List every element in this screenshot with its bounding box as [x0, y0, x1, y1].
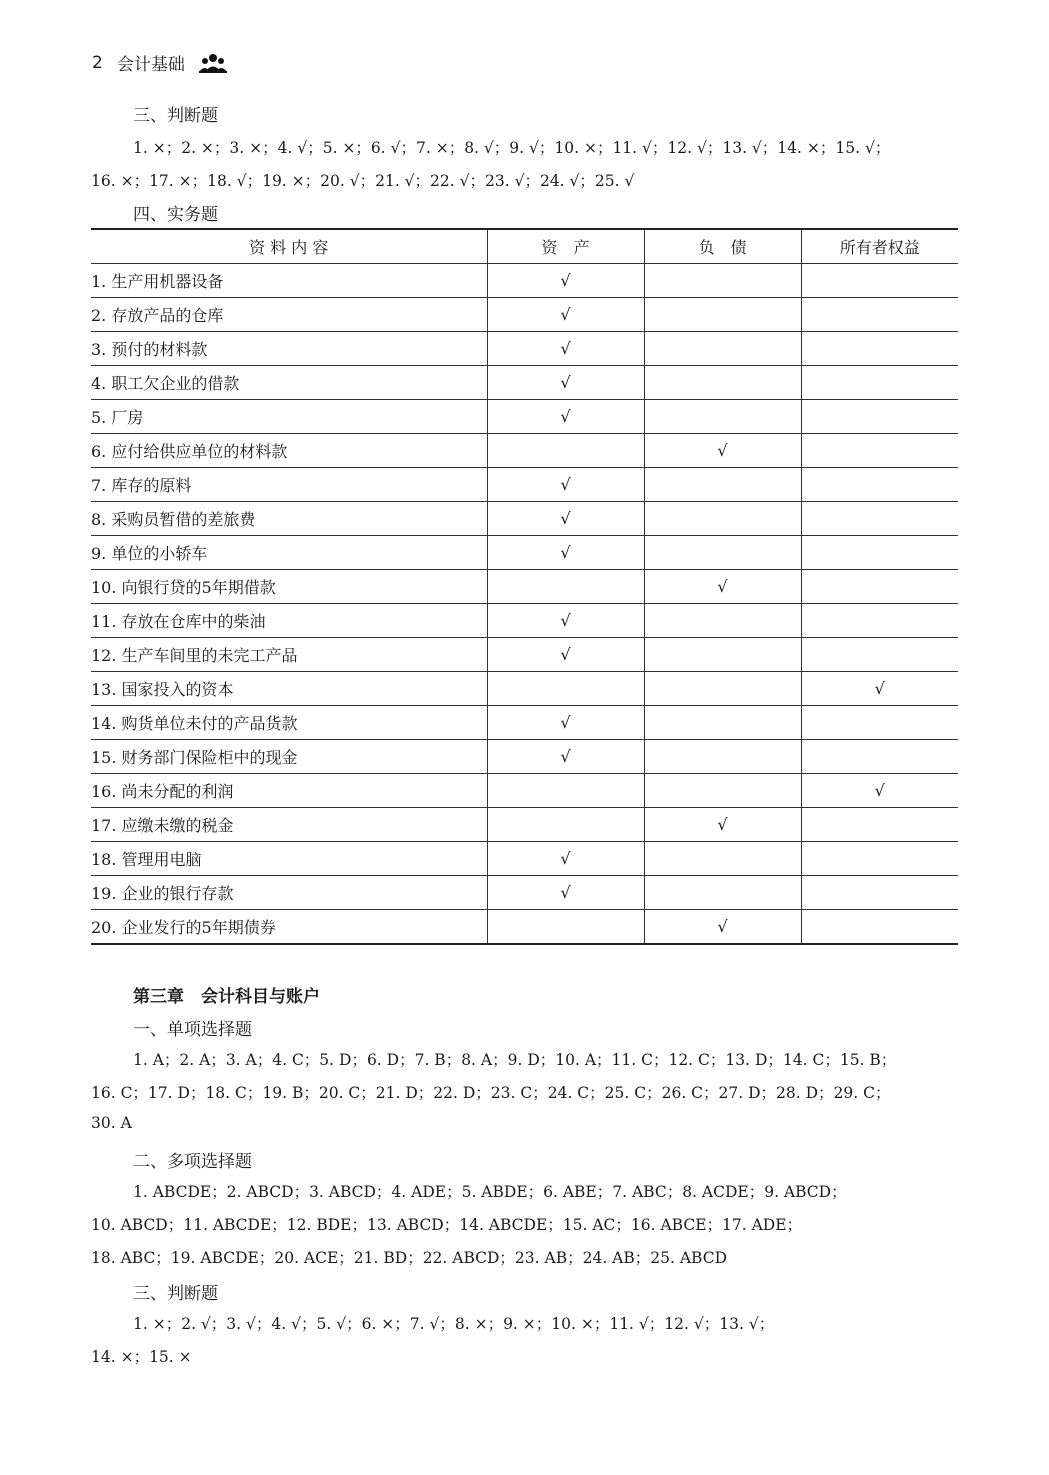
table-row [91, 774, 958, 808]
table-row [91, 332, 958, 366]
people-group-icon [199, 53, 227, 73]
row-liability-mark: √ [644, 808, 801, 842]
header-asset: 资 产 [487, 229, 644, 264]
table-row [91, 910, 958, 945]
answer-line: 14. ×；15. × [91, 1348, 192, 1366]
row-asset-mark: √ [487, 264, 644, 298]
row-liability-mark [644, 400, 801, 434]
row-equity-mark [801, 298, 958, 332]
section-title-judge-ch3: 三、判断题 [133, 1284, 218, 1304]
answer-line: 16. ×；17. ×；18. √；19. ×；20. √；21. √；22. √；23. √；24. √；25. √ [91, 172, 635, 190]
row-liability-mark [644, 638, 801, 672]
row-liability-mark: √ [644, 910, 801, 945]
row-equity-mark [801, 434, 958, 468]
row-equity-mark [801, 536, 958, 570]
row-item-label: 12. 生产车间里的未完工产品 [91, 638, 487, 672]
row-item-label: 15. 财务部门保险柜中的现金 [91, 740, 487, 774]
row-liability-mark [644, 672, 801, 706]
page-header [92, 50, 227, 75]
row-item-label: 14. 购货单位未付的产品货款 [91, 706, 487, 740]
answer-line: 1. ABCDE；2. ABCD；3. ABCD；4. ADE；5. ABDE；6. ABE；7. ABC；8. ACDE；9. ABCD； [133, 1183, 847, 1201]
page-number: 2 [92, 52, 103, 73]
row-liability-mark [644, 604, 801, 638]
row-equity-mark [801, 468, 958, 502]
row-liability-mark [644, 502, 801, 536]
row-liability-mark: √ [644, 570, 801, 604]
table-row [91, 536, 958, 570]
row-liability-mark [644, 774, 801, 808]
row-liability-mark [644, 264, 801, 298]
row-liability-mark: √ [644, 434, 801, 468]
row-equity-mark [801, 842, 958, 876]
row-equity-mark: √ [801, 774, 958, 808]
row-asset-mark: √ [487, 502, 644, 536]
row-item-label: 4. 职工欠企业的借款 [91, 366, 487, 400]
row-equity-mark [801, 502, 958, 536]
table-row [91, 638, 958, 672]
row-item-label: 17. 应缴未缴的税金 [91, 808, 487, 842]
row-item-label: 20. 企业发行的5年期债券 [91, 910, 487, 945]
section-title-single-choice: 一、单项选择题 [133, 1020, 252, 1040]
row-item-label: 13. 国家投入的资本 [91, 672, 487, 706]
row-item-label: 19. 企业的银行存款 [91, 876, 487, 910]
row-liability-mark [644, 366, 801, 400]
row-item-label: 11. 存放在仓库中的柴油 [91, 604, 487, 638]
row-liability-mark [644, 536, 801, 570]
table-row [91, 842, 958, 876]
table-row [91, 468, 958, 502]
row-asset-mark: √ [487, 706, 644, 740]
table-row [91, 366, 958, 400]
row-asset-mark [487, 910, 644, 945]
row-equity-mark [801, 604, 958, 638]
row-equity-mark [801, 740, 958, 774]
answer-line: 1. ×；2. √；3. √；4. √；5. √；6. ×；7. √；8. ×；9. ×；10. ×；11. √；12. √；13. √； [133, 1315, 775, 1333]
answer-line: 1. A；2. A；3. A；4. C；5. D；6. D；7. B；8. A；9. D；10. A；11. C；12. C；13. D；14. C；15. B； [133, 1051, 897, 1069]
table-row [91, 808, 958, 842]
header-liability: 负 债 [644, 229, 801, 264]
row-liability-mark [644, 332, 801, 366]
row-equity-mark [801, 706, 958, 740]
row-asset-mark: √ [487, 842, 644, 876]
section-title-practice: 四、实务题 [133, 205, 218, 225]
row-equity-mark: √ [801, 672, 958, 706]
row-item-label: 2. 存放产品的仓库 [91, 298, 487, 332]
row-asset-mark: √ [487, 400, 644, 434]
row-item-label: 9. 单位的小轿车 [91, 536, 487, 570]
answer-line: 1. ×；2. ×；3. ×；4. √；5. ×；6. √；7. ×；8. √；9. √；10. ×；11. √；12. √；13. √；14. ×；15. √； [133, 139, 891, 157]
row-equity-mark [801, 570, 958, 604]
table-row [91, 502, 958, 536]
answer-line: 16. C；17. D；18. C；19. B；20. C；21. D；22. D；23. C；24. C；25. C；26. C；27. D；28. D；29. C； [91, 1084, 891, 1102]
row-item-label: 16. 尚未分配的利润 [91, 774, 487, 808]
row-asset-mark: √ [487, 536, 644, 570]
table-row [91, 706, 958, 740]
section-title-multi-choice: 二、多项选择题 [133, 1152, 252, 1172]
answer-line: 10. ABCD；11. ABCDE；12. BDE；13. ABCD；14. ABCDE；15. AC；16. ABCE；17. ADE； [91, 1216, 803, 1234]
row-equity-mark [801, 638, 958, 672]
row-item-label: 3. 预付的材料款 [91, 332, 487, 366]
row-asset-mark: √ [487, 366, 644, 400]
table-row [91, 264, 958, 298]
book-title: 会计基础 [116, 55, 185, 75]
row-asset-mark: √ [487, 638, 644, 672]
table-row [91, 570, 958, 604]
row-liability-mark [644, 876, 801, 910]
row-asset-mark [487, 808, 644, 842]
row-equity-mark [801, 876, 958, 910]
row-item-label: 18. 管理用电脑 [91, 842, 487, 876]
table-row [91, 434, 958, 468]
row-equity-mark [801, 400, 958, 434]
row-asset-mark: √ [487, 332, 644, 366]
row-asset-mark [487, 570, 644, 604]
row-equity-mark [801, 332, 958, 366]
table-row [91, 740, 958, 774]
row-liability-mark [644, 298, 801, 332]
table-row [91, 876, 958, 910]
row-liability-mark [644, 468, 801, 502]
header-material: 资 料 内 容 [91, 229, 487, 264]
row-liability-mark [644, 842, 801, 876]
table-header-row [91, 229, 958, 264]
row-equity-mark [801, 264, 958, 298]
row-asset-mark: √ [487, 740, 644, 774]
row-item-label: 10. 向银行贷的5年期借款 [91, 570, 487, 604]
row-item-label: 8. 采购员暂借的差旅费 [91, 502, 487, 536]
row-liability-mark [644, 740, 801, 774]
row-item-label: 5. 厂房 [91, 400, 487, 434]
row-asset-mark: √ [487, 298, 644, 332]
row-item-label: 1. 生产用机器设备 [91, 264, 487, 298]
table-row [91, 604, 958, 638]
row-equity-mark [801, 910, 958, 945]
row-item-label: 6. 应付给供应单位的材料款 [91, 434, 487, 468]
row-asset-mark: √ [487, 468, 644, 502]
row-asset-mark [487, 672, 644, 706]
row-equity-mark [801, 808, 958, 842]
answer-line: 18. ABC；19. ABCDE；20. ACE；21. BD；22. ABCD；23. AB；24. AB；25. ABCD [91, 1249, 727, 1267]
row-asset-mark [487, 434, 644, 468]
chapter-title: 第三章 会计科目与账户 [133, 987, 320, 1007]
row-asset-mark: √ [487, 876, 644, 910]
table-row [91, 672, 958, 706]
header-equity: 所有者权益 [801, 229, 958, 264]
row-asset-mark [487, 774, 644, 808]
answer-line: 30. A [91, 1114, 132, 1132]
row-asset-mark: √ [487, 604, 644, 638]
row-liability-mark [644, 706, 801, 740]
classification-table [91, 228, 958, 945]
row-item-label: 7. 库存的原料 [91, 468, 487, 502]
section-title-judge: 三、判断题 [133, 106, 218, 126]
table-row [91, 298, 958, 332]
table-row [91, 400, 958, 434]
row-equity-mark [801, 366, 958, 400]
